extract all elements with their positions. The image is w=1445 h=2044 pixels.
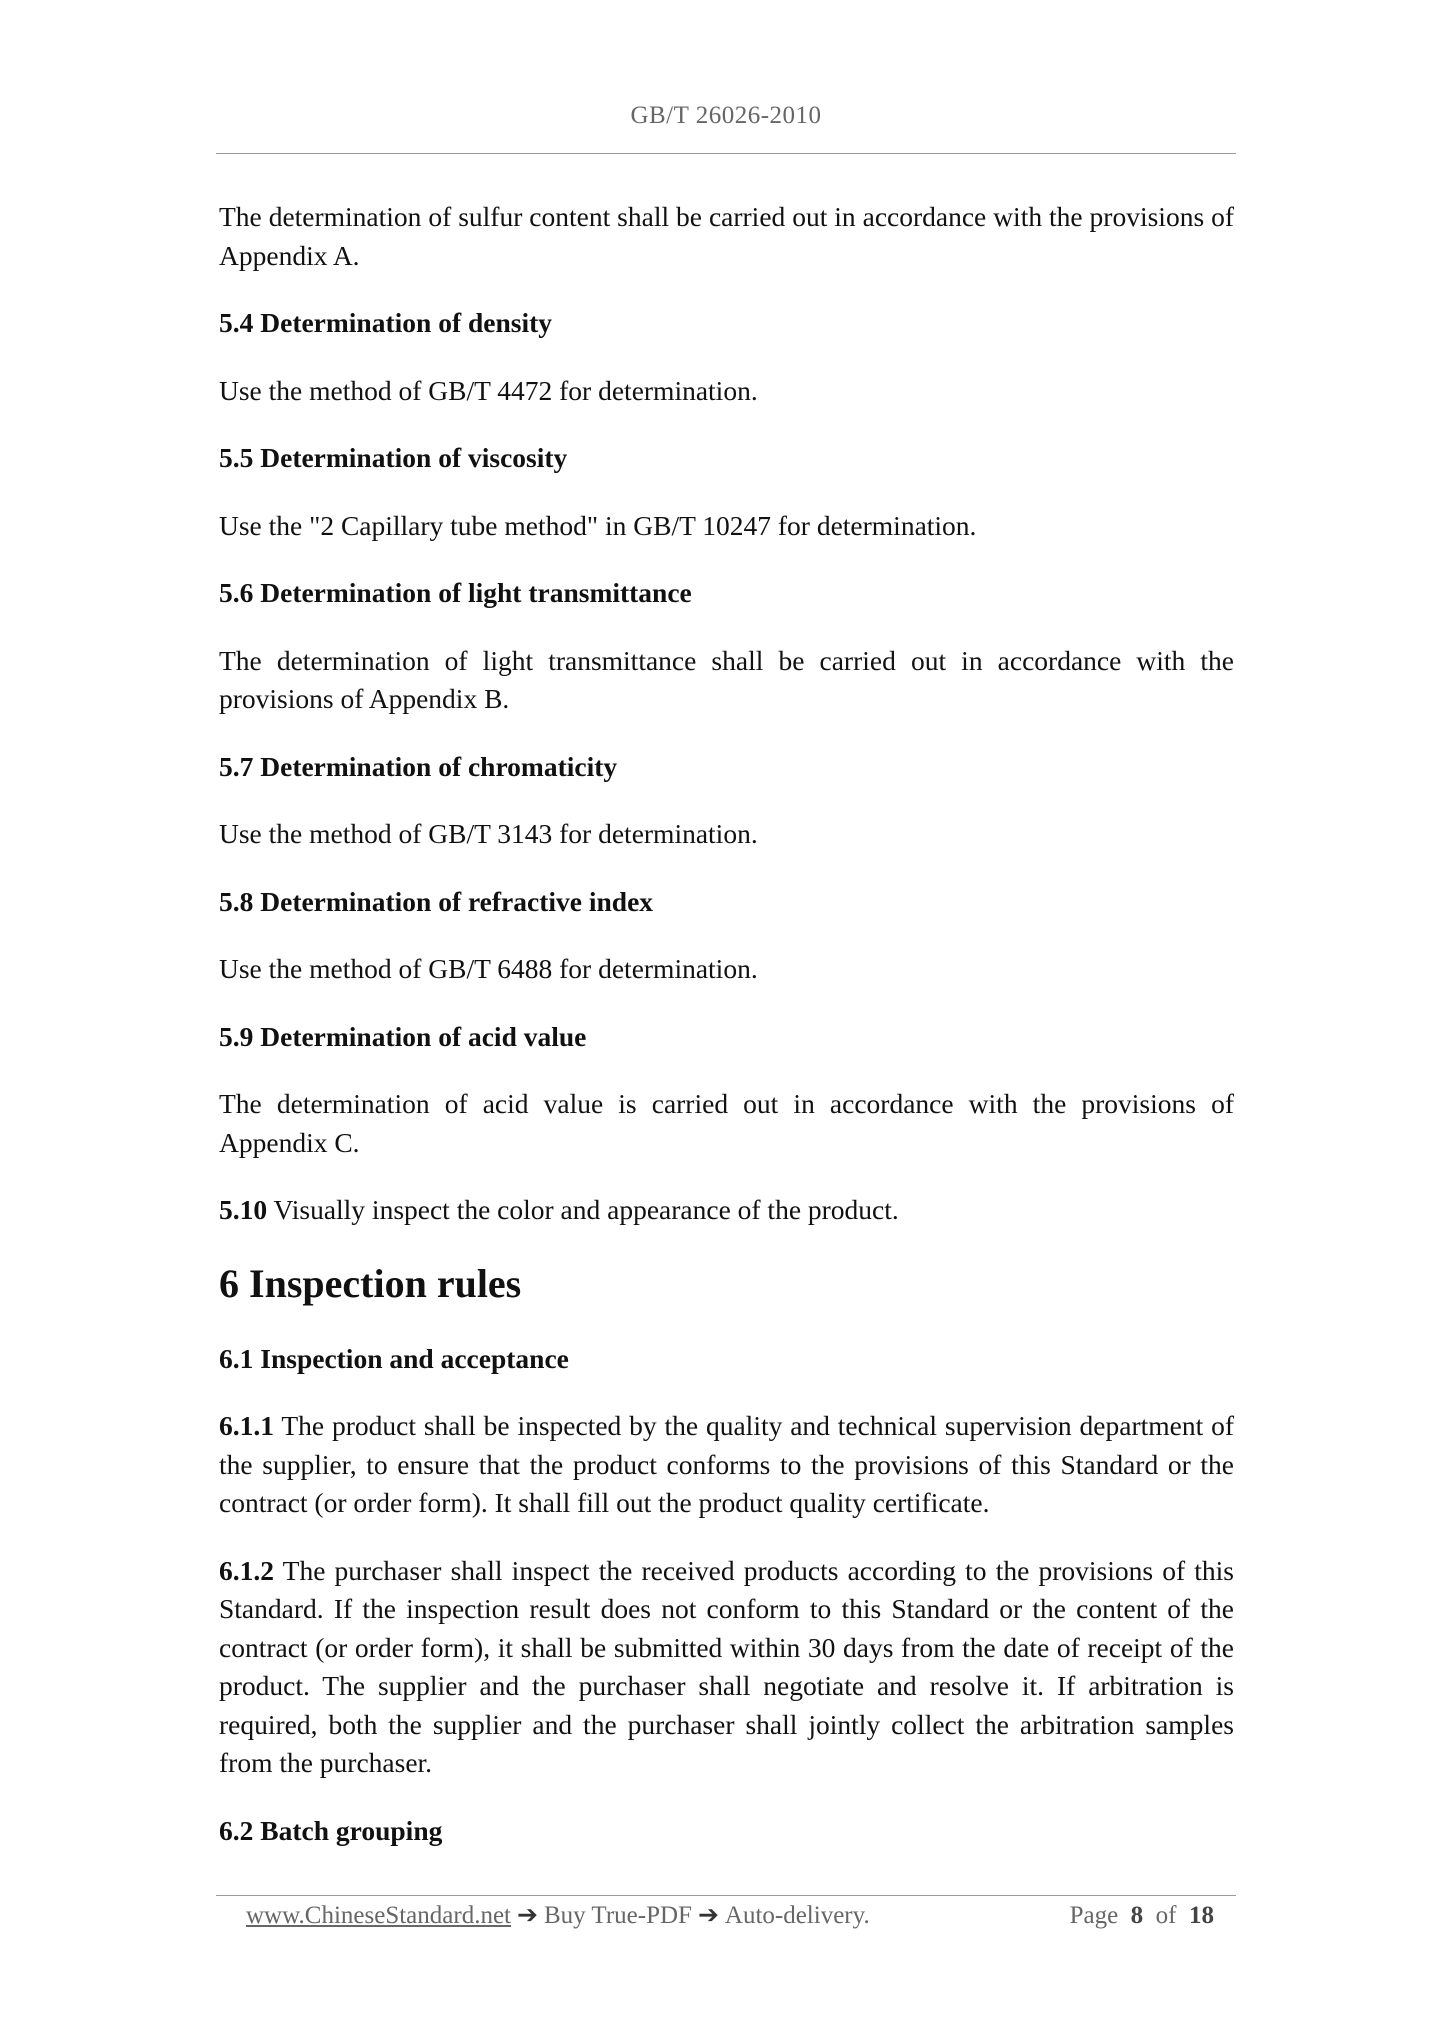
- clause-5-10: [219, 1191, 1234, 1230]
- site-link[interactable]: www.ChineseStandard.net: [246, 1902, 511, 1929]
- paragraph-5-4: Use the method of GB/T 4472 for determination.: [219, 374, 758, 406]
- heading-5-7: 5.7 Determination of chromaticity: [219, 750, 618, 782]
- paragraph-5-8: Use the method of GB/T 6488 for determination.: [219, 953, 758, 984]
- heading-6: 6 Inspection rules: [219, 1260, 522, 1306]
- clause-text-5-10: Visually inspect the color and appearance of the product.: [273, 1194, 899, 1225]
- document-footer: [246, 1900, 1214, 1930]
- page-of-label: of: [1155, 1902, 1177, 1929]
- auto-delivery-text: Auto-delivery.: [724, 1902, 870, 1929]
- heading-5-5: 5.5 Determination of viscosity: [219, 442, 568, 473]
- paragraph-5-5: Use the "2 Capillary tube method" in GB/T 10247 for determination.: [219, 509, 977, 541]
- clause-6-1-2: [219, 1552, 1234, 1783]
- paragraph-5-7: Use the method of GB/T 3143 for determination.: [219, 818, 758, 849]
- heading-5-8: 5.8 Determination of refractive index: [219, 885, 654, 917]
- page-label: Page: [1069, 1902, 1119, 1929]
- arrow-right-icon: ➔: [697, 1902, 719, 1929]
- clause-number-6-1-1: 6.1.1: [219, 1410, 274, 1441]
- paragraph-5-6: The determination of light transmittance shall be carried out in accordance with the provisions of Appendix B.: [219, 644, 1234, 714]
- heading-5-6: 5.6 Determination of light transmittance: [219, 577, 692, 608]
- footer-promo: [246, 1900, 870, 1930]
- clause-number-6-1-2: 6.1.2: [219, 1554, 274, 1586]
- paragraph-sulfur: The determination of sulfur content shall be carried out in accordance with the provisions of Appendix A.: [219, 201, 1234, 271]
- document-header: [216, 102, 1236, 130]
- heading-6-2: 6.2 Batch grouping: [219, 1814, 443, 1846]
- heading-5-9: 5.9 Determination of acid value: [219, 1020, 587, 1052]
- clause-number-5-10: 5.10: [219, 1194, 268, 1225]
- page-indicator: [1070, 1902, 1214, 1930]
- clause-text-6-1-2: The purchaser shall inspect the received products according to the provisions of this Standard. If the inspection result does not conform to this Standard or the content of the contract (or order form), it shall be submitted within 30 days from the date of receipt of the product. The supplier and the purchaser shall negotiate and resolve it. If arbitration is required, both the supplier and the purchaser shall jointly collect the arbitration samples from the purchaser.: [219, 1554, 1234, 1778]
- heading-5-4: 5.4 Determination of density: [219, 307, 553, 338]
- page-content: [219, 198, 1234, 1879]
- paragraph-5-9: The determination of acid value is carried out in accordance with the provisions of Appendix C.: [219, 1088, 1234, 1158]
- clause-6-1-1: [219, 1407, 1234, 1523]
- header-divider: [216, 153, 1236, 154]
- page-current: 8: [1130, 1902, 1144, 1929]
- heading-6-1: 6.1 Inspection and acceptance: [219, 1342, 569, 1374]
- clause-text-6-1-1: The product shall be inspected by the quality and technical supervision department of the supplier, to ensure that the product conforms to the provisions of this Standard or the contract (or order form). It shall fill out the product quality certificate.: [219, 1410, 1235, 1518]
- arrow-right-icon: ➔: [517, 1902, 538, 1929]
- footer-divider: [216, 1895, 1236, 1896]
- document-code: GB/T 26026-2010: [630, 102, 822, 129]
- page-total: 18: [1189, 1902, 1214, 1929]
- buy-true-pdf-text: Buy True-PDF: [543, 1902, 692, 1929]
